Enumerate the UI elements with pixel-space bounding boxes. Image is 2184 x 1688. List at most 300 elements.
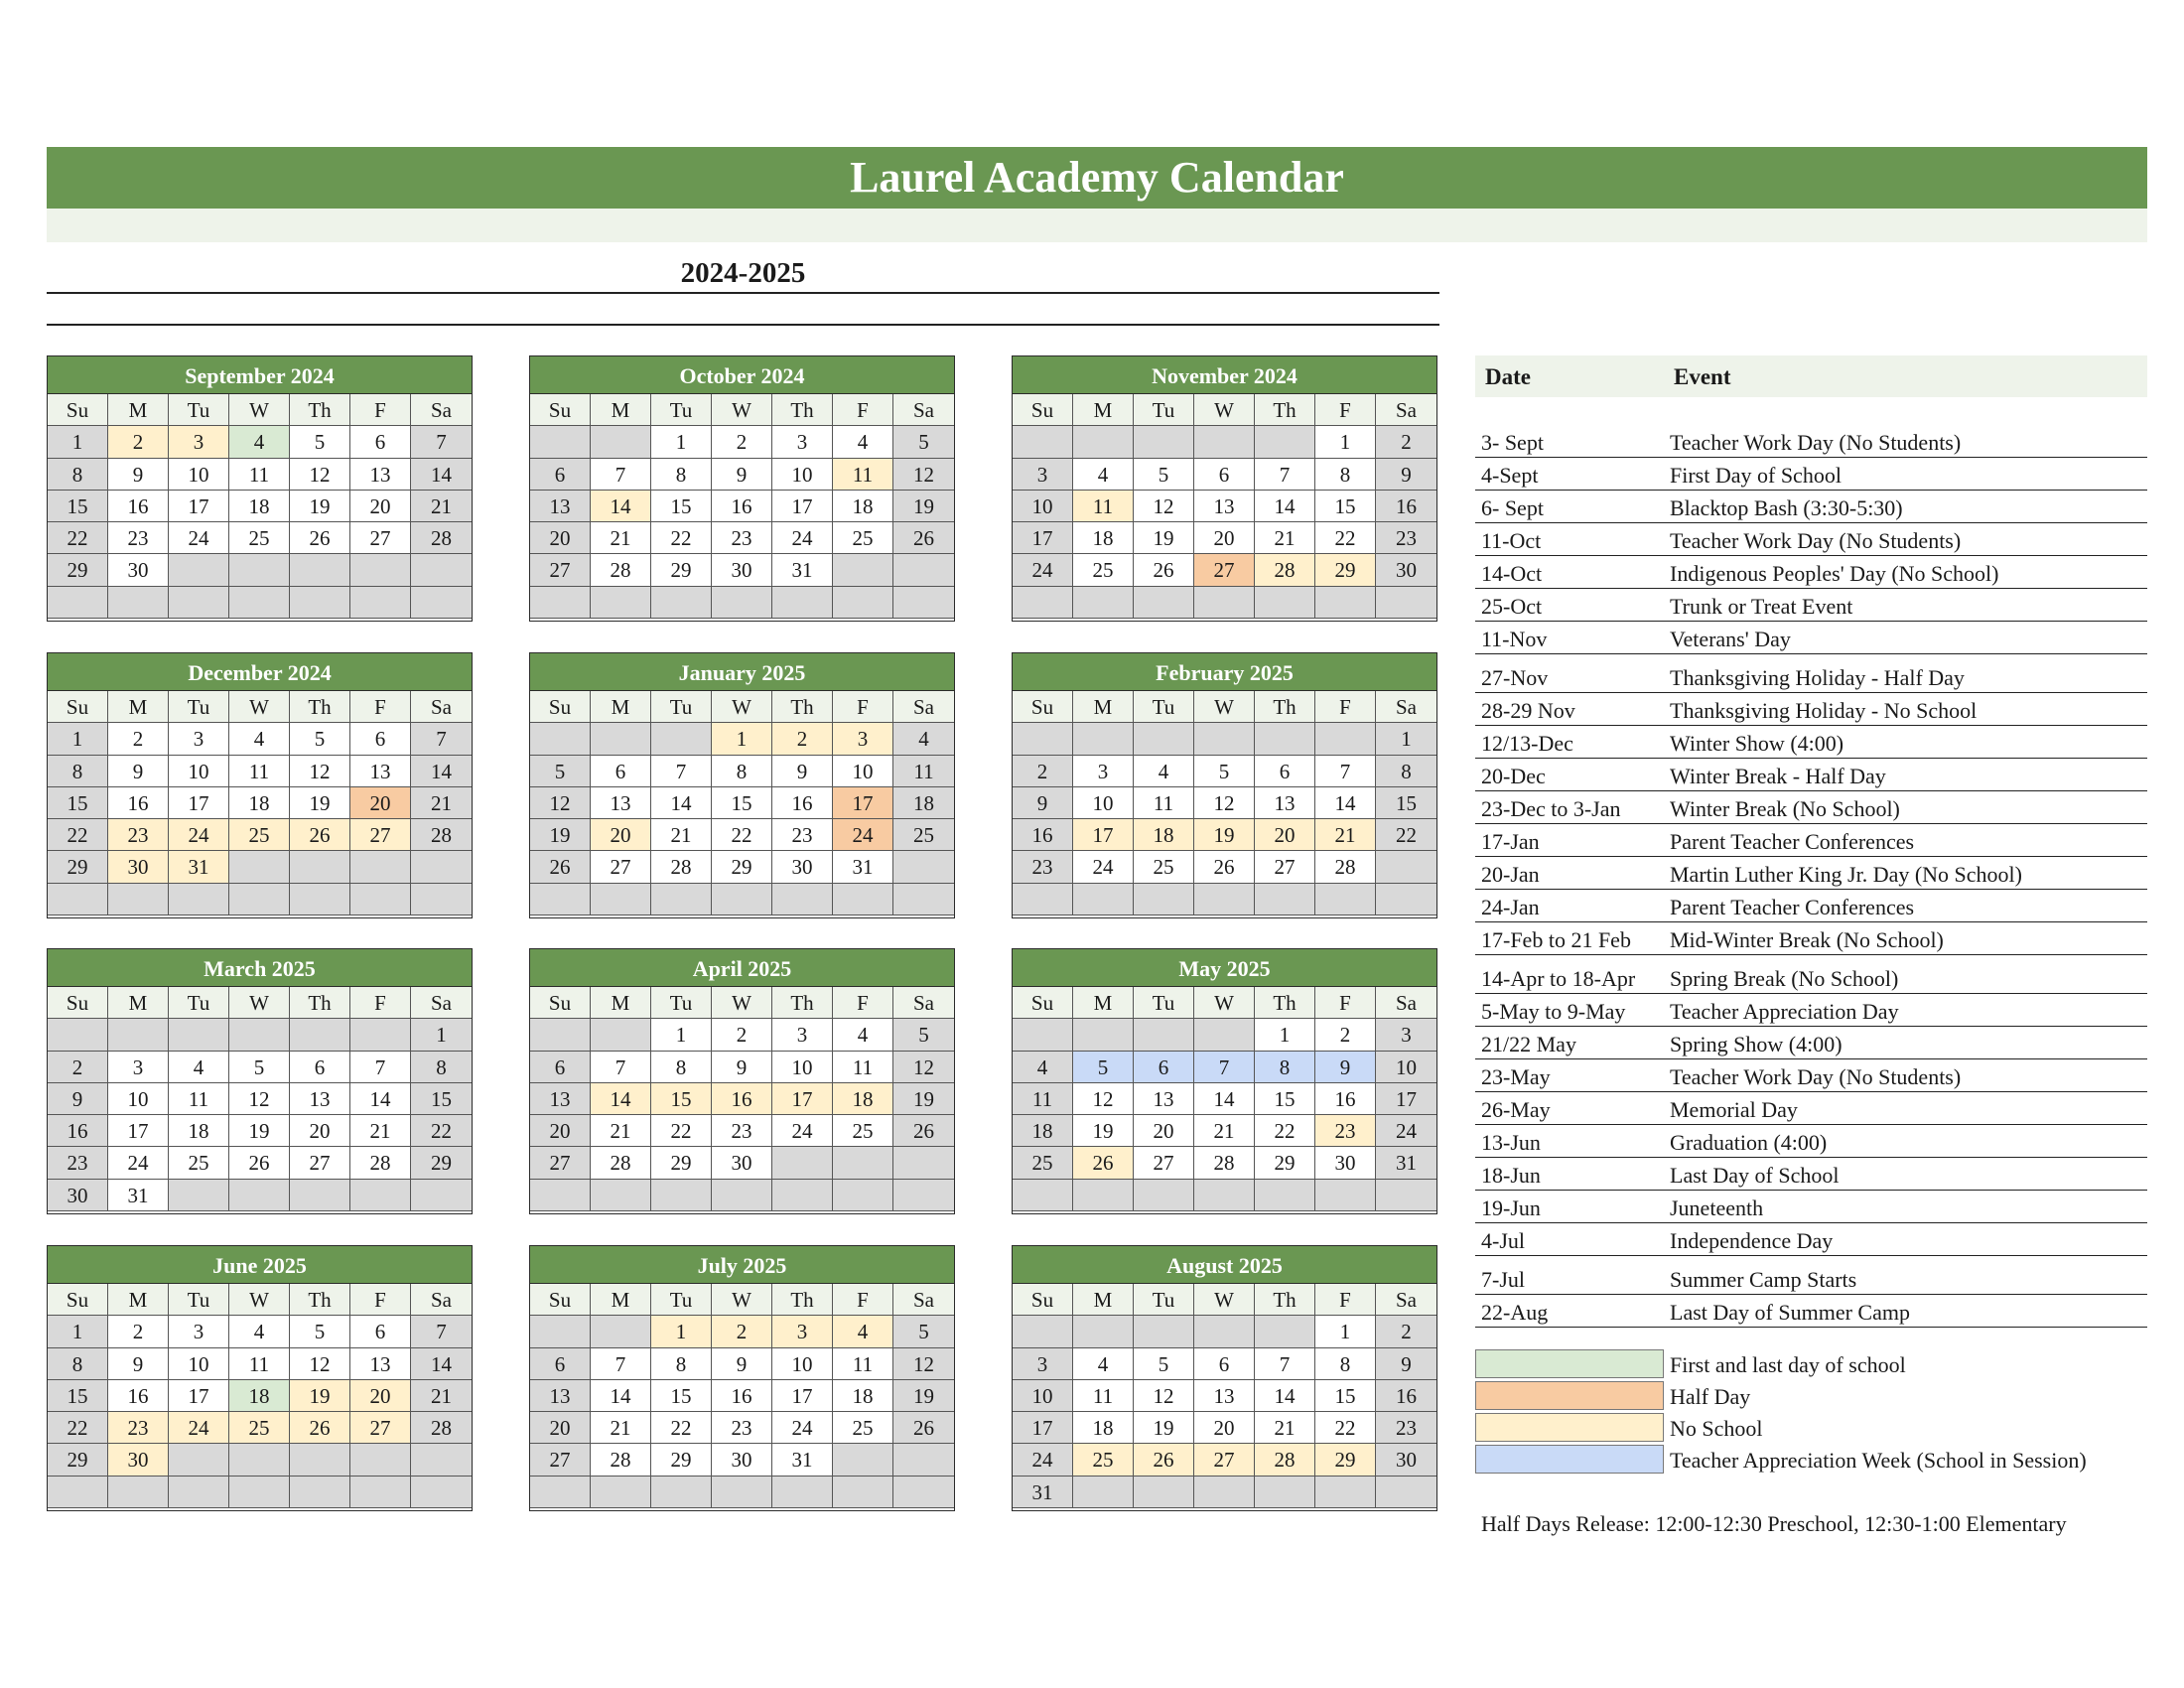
empty-day-cell (290, 1477, 350, 1508)
event-date: 4-Sept (1481, 463, 1539, 488)
day-cell: 4 (1013, 1052, 1073, 1083)
day-cell: 29 (1315, 554, 1376, 586)
day-cell: 17 (772, 491, 833, 522)
empty-day-cell (229, 587, 290, 619)
empty-day-cell (350, 554, 411, 586)
day-cell: 7 (1194, 1052, 1255, 1083)
day-cell: 19 (893, 1380, 954, 1412)
empty-day-cell (1013, 1180, 1073, 1211)
empty-day-cell (1134, 1019, 1194, 1051)
day-cell: 18 (1134, 819, 1194, 851)
day-cell: 13 (290, 1083, 350, 1115)
event-row (1475, 1027, 2147, 1059)
event-date: 27-Nov (1481, 665, 1549, 690)
day-cell: 28 (1255, 1444, 1315, 1476)
event-date: 11-Nov (1481, 627, 1548, 651)
day-cell: 28 (350, 1147, 411, 1179)
day-cell: 7 (411, 426, 472, 458)
day-cell: 16 (772, 787, 833, 819)
empty-day-cell (1194, 884, 1255, 915)
day-cell: 29 (1315, 1444, 1376, 1476)
weekday-header: Sa (411, 1284, 472, 1316)
day-cell: 3 (833, 723, 893, 755)
day-cell: 25 (229, 819, 290, 851)
weekday-header: Sa (893, 691, 954, 723)
day-cell: 6 (290, 1052, 350, 1083)
day-cell: 18 (169, 1115, 229, 1147)
weekday-header: Th (772, 394, 833, 426)
day-cell: 22 (651, 1115, 712, 1147)
day-cell: 26 (229, 1147, 290, 1179)
day-cell: 15 (48, 491, 108, 522)
events-list (1475, 425, 2147, 1328)
day-cell: 5 (1134, 1348, 1194, 1380)
day-cell: 16 (712, 1083, 772, 1115)
weekday-header: F (833, 1284, 893, 1316)
day-cell: 17 (1013, 1412, 1073, 1444)
empty-day-cell (229, 851, 290, 883)
empty-day-cell (350, 1444, 411, 1476)
empty-day-cell (411, 1477, 472, 1508)
month-title: September 2024 (48, 356, 472, 394)
event-row (1475, 491, 2147, 523)
month-calendar (47, 948, 473, 1214)
day-cell: 20 (350, 491, 411, 522)
day-cell: 11 (1134, 787, 1194, 819)
weekday-header: Th (772, 1284, 833, 1316)
month-calendar (529, 652, 955, 918)
day-cell: 15 (651, 1083, 712, 1115)
weekday-header: Th (1255, 1284, 1315, 1316)
weekday-header: W (229, 1284, 290, 1316)
day-cell: 5 (1073, 1052, 1134, 1083)
empty-day-cell (1255, 1180, 1315, 1211)
day-cell: 18 (1073, 1412, 1134, 1444)
empty-day-cell (1255, 426, 1315, 458)
day-cell: 24 (1073, 851, 1134, 883)
weekday-header: W (1194, 987, 1255, 1019)
weekday-header: Th (772, 987, 833, 1019)
event-date: 21/22 May (1481, 1032, 1576, 1056)
empty-day-cell (591, 1477, 651, 1508)
empty-day-cell (1255, 587, 1315, 619)
day-cell: 24 (169, 819, 229, 851)
empty-day-cell (290, 884, 350, 915)
month-calendar (529, 355, 955, 622)
month-calendar (529, 1245, 955, 1511)
day-cell: 8 (1315, 459, 1376, 491)
empty-day-cell (1073, 1316, 1134, 1347)
day-cell: 27 (350, 1412, 411, 1444)
empty-day-cell (411, 587, 472, 619)
empty-day-cell (1134, 1180, 1194, 1211)
day-cell: 17 (1376, 1083, 1436, 1115)
day-cell: 2 (772, 723, 833, 755)
weekday-header: F (833, 691, 893, 723)
event-date: 18-Jun (1481, 1163, 1541, 1188)
day-cell: 18 (833, 1083, 893, 1115)
day-cell: 10 (1013, 1380, 1073, 1412)
day-cell: 12 (1134, 1380, 1194, 1412)
weekday-header: Sa (1376, 1284, 1436, 1316)
event-date: 3- Sept (1481, 430, 1544, 455)
day-cell: 23 (712, 1412, 772, 1444)
weekday-header: Sa (411, 394, 472, 426)
event-name: Winter Break (No School) (1670, 796, 1900, 821)
empty-day-cell (530, 1316, 591, 1347)
day-cell: 8 (48, 1348, 108, 1380)
weekday-header: Sa (1376, 394, 1436, 426)
weekday-header: M (591, 691, 651, 723)
day-cell: 10 (1376, 1052, 1436, 1083)
day-cell: 15 (1255, 1083, 1315, 1115)
empty-day-cell (411, 554, 472, 586)
empty-day-cell (169, 1444, 229, 1476)
day-cell: 24 (1013, 1444, 1073, 1476)
day-cell: 14 (1255, 491, 1315, 522)
day-cell: 2 (1315, 1019, 1376, 1051)
month-title: March 2025 (48, 949, 472, 987)
weekday-header: Su (530, 987, 591, 1019)
empty-day-cell (108, 1019, 169, 1051)
month-title: November 2024 (1013, 356, 1436, 394)
day-cell: 26 (893, 522, 954, 554)
day-cell: 18 (833, 1380, 893, 1412)
day-cell: 24 (772, 522, 833, 554)
day-cell: 8 (651, 1052, 712, 1083)
day-cell: 6 (1194, 1348, 1255, 1380)
day-cell: 9 (1376, 1348, 1436, 1380)
day-cell: 17 (169, 1380, 229, 1412)
weekday-header: Tu (169, 1284, 229, 1316)
day-cell: 24 (833, 819, 893, 851)
day-cell: 15 (651, 491, 712, 522)
event-row (1475, 994, 2147, 1027)
day-cell: 20 (1255, 819, 1315, 851)
day-cell: 13 (350, 1348, 411, 1380)
event-row (1475, 726, 2147, 759)
day-cell: 10 (169, 1348, 229, 1380)
weekday-header: F (1315, 987, 1376, 1019)
day-cell: 3 (169, 723, 229, 755)
day-cell: 5 (530, 756, 591, 787)
day-cell: 7 (591, 459, 651, 491)
day-cell: 16 (1376, 1380, 1436, 1412)
day-cell: 28 (591, 1147, 651, 1179)
day-cell: 12 (290, 459, 350, 491)
day-cell: 21 (350, 1115, 411, 1147)
day-cell: 24 (772, 1115, 833, 1147)
empty-day-cell (893, 554, 954, 586)
weekday-header: Su (530, 394, 591, 426)
empty-day-cell (1134, 1477, 1194, 1508)
day-cell: 17 (169, 491, 229, 522)
month-grid (1013, 691, 1436, 915)
day-cell: 3 (772, 1316, 833, 1347)
empty-day-cell (591, 587, 651, 619)
legend-item (1475, 1380, 2147, 1412)
weekday-header: Sa (893, 987, 954, 1019)
month-title: October 2024 (530, 356, 954, 394)
empty-day-cell (772, 1180, 833, 1211)
event-date: 13-Jun (1481, 1130, 1541, 1155)
day-cell: 2 (712, 1316, 772, 1347)
weekday-header: Th (290, 1284, 350, 1316)
day-cell: 29 (651, 1147, 712, 1179)
day-cell: 3 (169, 426, 229, 458)
event-row (1475, 791, 2147, 824)
event-row (1475, 589, 2147, 622)
event-name: Parent Teacher Conferences (1670, 829, 1915, 854)
weekday-header: F (350, 691, 411, 723)
day-cell: 26 (1073, 1147, 1134, 1179)
day-cell: 28 (1194, 1147, 1255, 1179)
day-cell: 7 (1255, 459, 1315, 491)
weekday-header: Su (48, 394, 108, 426)
event-row (1475, 425, 2147, 458)
day-cell: 3 (1013, 1348, 1073, 1380)
day-cell: 4 (169, 1052, 229, 1083)
day-cell: 16 (1376, 491, 1436, 522)
day-cell: 22 (48, 522, 108, 554)
day-cell: 31 (833, 851, 893, 883)
empty-day-cell (833, 1444, 893, 1476)
day-cell: 14 (411, 459, 472, 491)
weekday-header: M (108, 691, 169, 723)
empty-day-cell (651, 1477, 712, 1508)
day-cell: 28 (651, 851, 712, 883)
empty-day-cell (712, 1180, 772, 1211)
day-cell: 9 (108, 459, 169, 491)
empty-day-cell (1013, 1019, 1073, 1051)
day-cell: 13 (591, 787, 651, 819)
weekday-header: W (712, 1284, 772, 1316)
day-cell: 20 (530, 1115, 591, 1147)
day-cell: 19 (1134, 1412, 1194, 1444)
event-row (1475, 556, 2147, 589)
day-cell: 30 (1376, 554, 1436, 586)
day-cell: 26 (893, 1412, 954, 1444)
day-cell: 15 (1315, 491, 1376, 522)
day-cell: 22 (48, 819, 108, 851)
legend-label: No School (1670, 1416, 1763, 1441)
day-cell: 29 (48, 554, 108, 586)
day-cell: 30 (712, 1444, 772, 1476)
weekday-header: W (1194, 1284, 1255, 1316)
day-cell: 19 (1073, 1115, 1134, 1147)
empty-day-cell (1376, 587, 1436, 619)
day-cell: 21 (1255, 1412, 1315, 1444)
empty-day-cell (651, 587, 712, 619)
empty-day-cell (290, 1444, 350, 1476)
day-cell: 20 (350, 1380, 411, 1412)
weekday-header: M (591, 1284, 651, 1316)
empty-day-cell (1134, 884, 1194, 915)
day-cell: 11 (833, 1348, 893, 1380)
day-cell: 27 (1194, 1444, 1255, 1476)
weekday-header: Tu (1134, 691, 1194, 723)
day-cell: 31 (1376, 1147, 1436, 1179)
events-header (1475, 355, 2147, 397)
color-legend (1475, 1348, 2147, 1476)
empty-day-cell (772, 587, 833, 619)
day-cell: 25 (833, 1115, 893, 1147)
empty-day-cell (1013, 723, 1073, 755)
day-cell: 12 (530, 787, 591, 819)
day-cell: 25 (229, 1412, 290, 1444)
month-calendar (1012, 652, 1437, 918)
day-cell: 5 (290, 1316, 350, 1347)
month-grid (1013, 987, 1436, 1211)
day-cell: 6 (530, 459, 591, 491)
weekday-header: F (1315, 691, 1376, 723)
weekday-header: F (1315, 1284, 1376, 1316)
event-row (1475, 458, 2147, 491)
empty-day-cell (1194, 1180, 1255, 1211)
day-cell: 5 (893, 1316, 954, 1347)
day-cell: 7 (411, 723, 472, 755)
event-date: 12/13-Dec (1481, 731, 1573, 756)
empty-day-cell (108, 884, 169, 915)
day-cell: 2 (712, 426, 772, 458)
day-cell: 23 (712, 522, 772, 554)
day-cell: 8 (651, 1348, 712, 1380)
day-cell: 15 (48, 787, 108, 819)
day-cell: 21 (411, 787, 472, 819)
empty-day-cell (1134, 723, 1194, 755)
empty-day-cell (1013, 1316, 1073, 1347)
empty-day-cell (169, 554, 229, 586)
legend-swatch (1475, 1413, 1664, 1442)
weekday-header: Su (530, 691, 591, 723)
month-grid (530, 987, 954, 1211)
day-cell: 31 (772, 1444, 833, 1476)
weekday-header: Sa (411, 691, 472, 723)
weekday-header: Su (48, 987, 108, 1019)
empty-day-cell (833, 1180, 893, 1211)
day-cell: 3 (1013, 459, 1073, 491)
day-cell: 30 (108, 851, 169, 883)
day-cell: 28 (591, 1444, 651, 1476)
legend-label: Half Day (1670, 1384, 1751, 1409)
day-cell: 23 (1013, 851, 1073, 883)
weekday-header: W (712, 987, 772, 1019)
day-cell: 9 (108, 1348, 169, 1380)
event-name: Teacher Work Day (No Students) (1670, 1064, 1962, 1089)
day-cell: 1 (48, 426, 108, 458)
day-cell: 19 (290, 787, 350, 819)
event-date: 20-Dec (1481, 764, 1546, 788)
empty-day-cell (48, 1019, 108, 1051)
weekday-header: Tu (169, 987, 229, 1019)
event-date: 20-Jan (1481, 862, 1540, 887)
empty-day-cell (1073, 884, 1134, 915)
day-cell: 28 (1315, 851, 1376, 883)
day-cell: 15 (411, 1083, 472, 1115)
day-cell: 11 (1013, 1083, 1073, 1115)
day-cell: 21 (1194, 1115, 1255, 1147)
weekday-header: Su (1013, 1284, 1073, 1316)
day-cell: 21 (591, 1115, 651, 1147)
weekday-header: W (1194, 691, 1255, 723)
weekday-header: F (1315, 394, 1376, 426)
day-cell: 11 (169, 1083, 229, 1115)
event-date: 23-May (1481, 1064, 1551, 1089)
day-cell: 9 (712, 459, 772, 491)
day-cell: 13 (530, 1380, 591, 1412)
event-name: Graduation (4:00) (1670, 1130, 1828, 1155)
empty-day-cell (411, 884, 472, 915)
day-cell: 23 (1376, 522, 1436, 554)
month-title: February 2025 (1013, 653, 1436, 691)
day-cell: 29 (1255, 1147, 1315, 1179)
day-cell: 6 (350, 426, 411, 458)
month-title: July 2025 (530, 1246, 954, 1284)
day-cell: 9 (48, 1083, 108, 1115)
day-cell: 8 (48, 459, 108, 491)
day-cell: 20 (290, 1115, 350, 1147)
day-cell: 14 (1255, 1380, 1315, 1412)
event-name: Blacktop Bash (3:30-5:30) (1670, 495, 1903, 520)
day-cell: 18 (229, 787, 290, 819)
day-cell: 9 (772, 756, 833, 787)
empty-day-cell (229, 554, 290, 586)
day-cell: 23 (108, 819, 169, 851)
empty-day-cell (169, 884, 229, 915)
day-cell: 11 (1073, 1380, 1134, 1412)
event-row (1475, 961, 2147, 994)
day-cell: 26 (290, 1412, 350, 1444)
empty-day-cell (1194, 1477, 1255, 1508)
legend-swatch (1475, 1381, 1664, 1410)
day-cell: 9 (1013, 787, 1073, 819)
empty-day-cell (1376, 1180, 1436, 1211)
event-name: Parent Teacher Conferences (1670, 895, 1915, 919)
weekday-header: Su (530, 1284, 591, 1316)
day-cell: 4 (229, 723, 290, 755)
weekday-header: Sa (893, 1284, 954, 1316)
day-cell: 20 (1134, 1115, 1194, 1147)
event-name: First Day of School (1670, 463, 1842, 488)
empty-day-cell (833, 1477, 893, 1508)
day-cell: 5 (1134, 459, 1194, 491)
empty-day-cell (1134, 587, 1194, 619)
day-cell: 29 (411, 1147, 472, 1179)
day-cell: 9 (1315, 1052, 1376, 1083)
month-title: April 2025 (530, 949, 954, 987)
empty-day-cell (1315, 1180, 1376, 1211)
day-cell: 30 (108, 1444, 169, 1476)
day-cell: 2 (108, 723, 169, 755)
empty-day-cell (1073, 1180, 1134, 1211)
half-day-release-note: Half Days Release: 12:00-12:30 Preschool, 12:30-1:00 Elementary (1481, 1511, 2067, 1536)
event-row (1475, 523, 2147, 556)
day-cell: 20 (530, 522, 591, 554)
event-date: 14-Apr to 18-Apr (1481, 966, 1636, 991)
day-cell: 18 (1013, 1115, 1073, 1147)
weekday-header: Tu (651, 987, 712, 1019)
empty-day-cell (1013, 587, 1073, 619)
weekday-header: Tu (651, 394, 712, 426)
event-row (1475, 824, 2147, 857)
empty-day-cell (591, 1180, 651, 1211)
day-cell: 4 (229, 1316, 290, 1347)
event-row (1475, 1262, 2147, 1295)
weekday-header: Sa (411, 987, 472, 1019)
day-cell: 12 (290, 1348, 350, 1380)
empty-day-cell (1376, 884, 1436, 915)
weekday-header: F (350, 1284, 411, 1316)
